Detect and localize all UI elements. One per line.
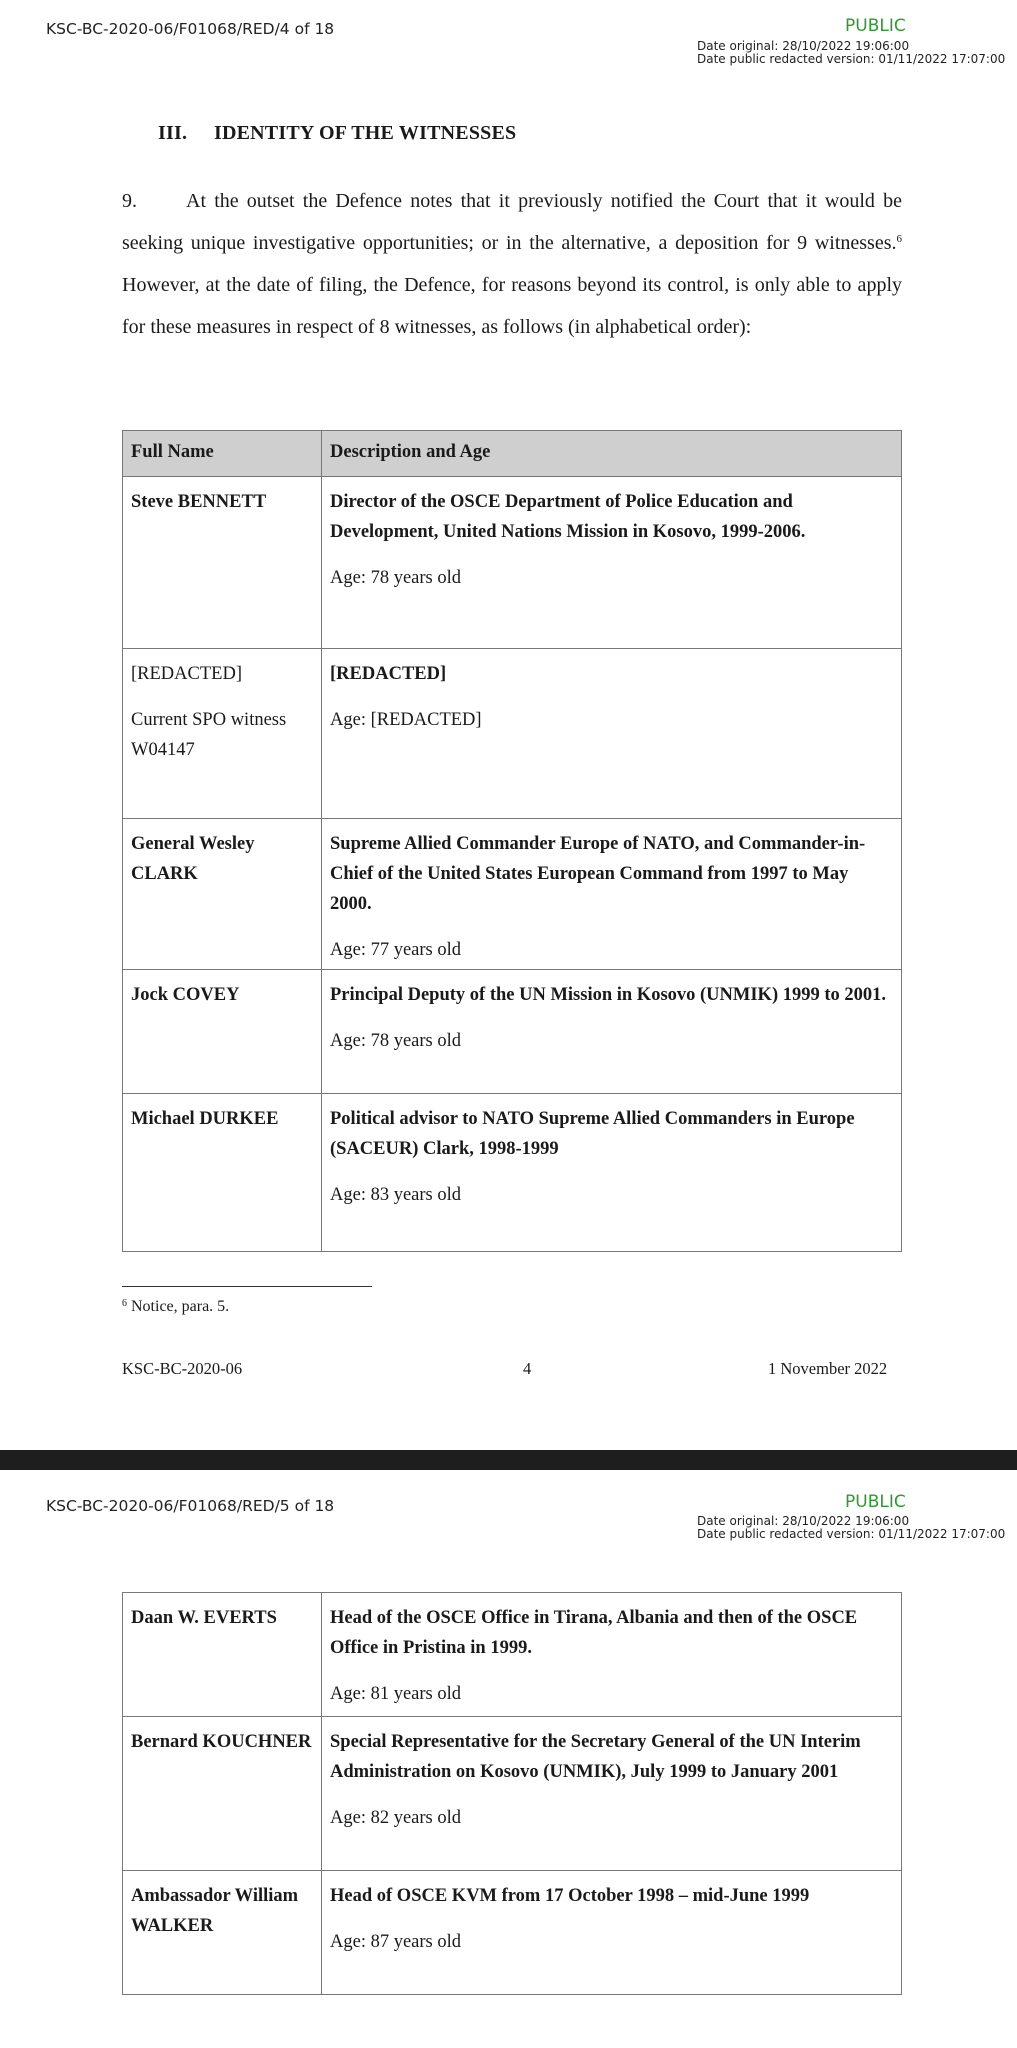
witness-name: Steve BENNETT xyxy=(123,477,322,649)
witness-description: Director of the OSCE Department of Police Education and Development, United Nations Mission in Kosovo, 1999-2006. xyxy=(330,492,806,542)
witness-age: Age: 78 years old xyxy=(330,568,462,588)
table-row xyxy=(123,1871,902,1995)
page-divider xyxy=(0,1450,1017,1470)
witness-age: Age: 87 years old xyxy=(330,1932,462,1952)
witness-description: Special Representative for the Secretary General of the UN Interim Administration on Kosovo (UNMIK), July 1999 to January 2001 xyxy=(330,1732,861,1782)
public-label: PUBLIC xyxy=(845,16,906,36)
document-page-5 xyxy=(0,1470,1017,2048)
public-label: PUBLIC xyxy=(845,1492,906,1512)
witness-description: [REDACTED] xyxy=(330,664,447,684)
witness-description: Principal Deputy of the UN Mission in Kosovo (UNMIK) 1999 to 2001. xyxy=(330,985,887,1005)
witness-name: Daan W. EVERTS xyxy=(123,1593,322,1717)
table-row xyxy=(123,1717,902,1871)
witness-description: Political advisor to NATO Supreme Allied Commanders in Europe (SACEUR) Clark, 1998-1999 xyxy=(330,1109,855,1159)
section-title: IDENTITY OF THE WITNESSES xyxy=(214,122,517,144)
table-row xyxy=(123,1593,902,1717)
witness-age: Age: 83 years old xyxy=(330,1185,462,1205)
witness-name: Michael DURKEE xyxy=(123,1094,322,1252)
footnote-separator xyxy=(122,1286,372,1287)
table-row xyxy=(123,819,902,970)
witness-description: Head of OSCE KVM from 17 October 1998 – mid-June 1999 xyxy=(330,1886,810,1906)
witness-table xyxy=(122,430,902,1252)
paragraph-number: 9. xyxy=(122,190,137,212)
witness-name: [REDACTED] xyxy=(131,664,242,684)
document-reference: KSC-BC-2020-06/F01068/RED/4 of 18 xyxy=(46,20,335,38)
document-reference: KSC-BC-2020-06/F01068/RED/5 of 18 xyxy=(46,1497,335,1515)
footer-date: 1 November 2022 xyxy=(768,1359,888,1378)
column-header-name: Full Name xyxy=(123,431,322,477)
date-original: Date original: 28/10/2022 19:06:00 xyxy=(697,1514,910,1528)
witness-description: Supreme Allied Commander Europe of NATO, and Commander-in-Chief of the United States European Command from 1997 to May 2000. xyxy=(330,834,866,914)
footnote xyxy=(122,1298,229,1316)
table-header-row xyxy=(123,431,902,477)
footnote-reference: 6 xyxy=(896,233,902,245)
column-header-description: Description and Age xyxy=(322,431,902,477)
date-public-redacted: Date public redacted version: 01/11/2022 17:07:00 xyxy=(697,1527,1006,1541)
section-number: III. xyxy=(158,122,188,144)
witness-name: Bernard KOUCHNER xyxy=(123,1717,322,1871)
footer-case-number: KSC-BC-2020-06 xyxy=(122,1359,243,1378)
witness-name: General Wesley CLARK xyxy=(123,819,322,970)
witness-age: Age: 81 years old xyxy=(330,1684,462,1704)
witness-age: Age: 78 years old xyxy=(330,1031,462,1051)
witness-name: Ambassador William WALKER xyxy=(123,1871,322,1995)
date-original: Date original: 28/10/2022 19:06:00 xyxy=(697,39,910,53)
witness-note: Current SPO witness W04147 xyxy=(131,710,287,760)
paragraph-9 xyxy=(122,180,902,348)
section-heading xyxy=(158,122,516,145)
paragraph-text-part-2: However, at the date of filing, the Defence, for reasons beyond its control, is only able to apply for these measures in respect of 8 witnesses, as follows (in alphabetical order): xyxy=(122,274,902,338)
witness-age: Age: 77 years old xyxy=(330,940,462,960)
witness-table-continued xyxy=(122,1592,902,1995)
table-row xyxy=(123,1094,902,1252)
date-public-redacted: Date public redacted version: 01/11/2022 17:07:00 xyxy=(697,52,1006,66)
footnote-number: 6 xyxy=(122,1298,127,1309)
table-row xyxy=(123,970,902,1094)
table-row xyxy=(123,649,902,819)
witness-age: Age: 82 years old xyxy=(330,1808,462,1828)
footnote-text: Notice, para. 5. xyxy=(127,1298,230,1315)
table-row xyxy=(123,477,902,649)
footer-page-number: 4 xyxy=(523,1359,532,1378)
paragraph-text-part-1: At the outset the Defence notes that it previously notified the Court that it would be seeking unique investigative opportunities; or in the alternative, a deposition for 9 witnesses. xyxy=(122,190,902,254)
witness-description: Head of the OSCE Office in Tirana, Albania and then of the OSCE Office in Pristina in 1999. xyxy=(330,1608,858,1658)
witness-name: Jock COVEY xyxy=(123,970,322,1094)
witness-age: Age: [REDACTED] xyxy=(330,710,482,730)
